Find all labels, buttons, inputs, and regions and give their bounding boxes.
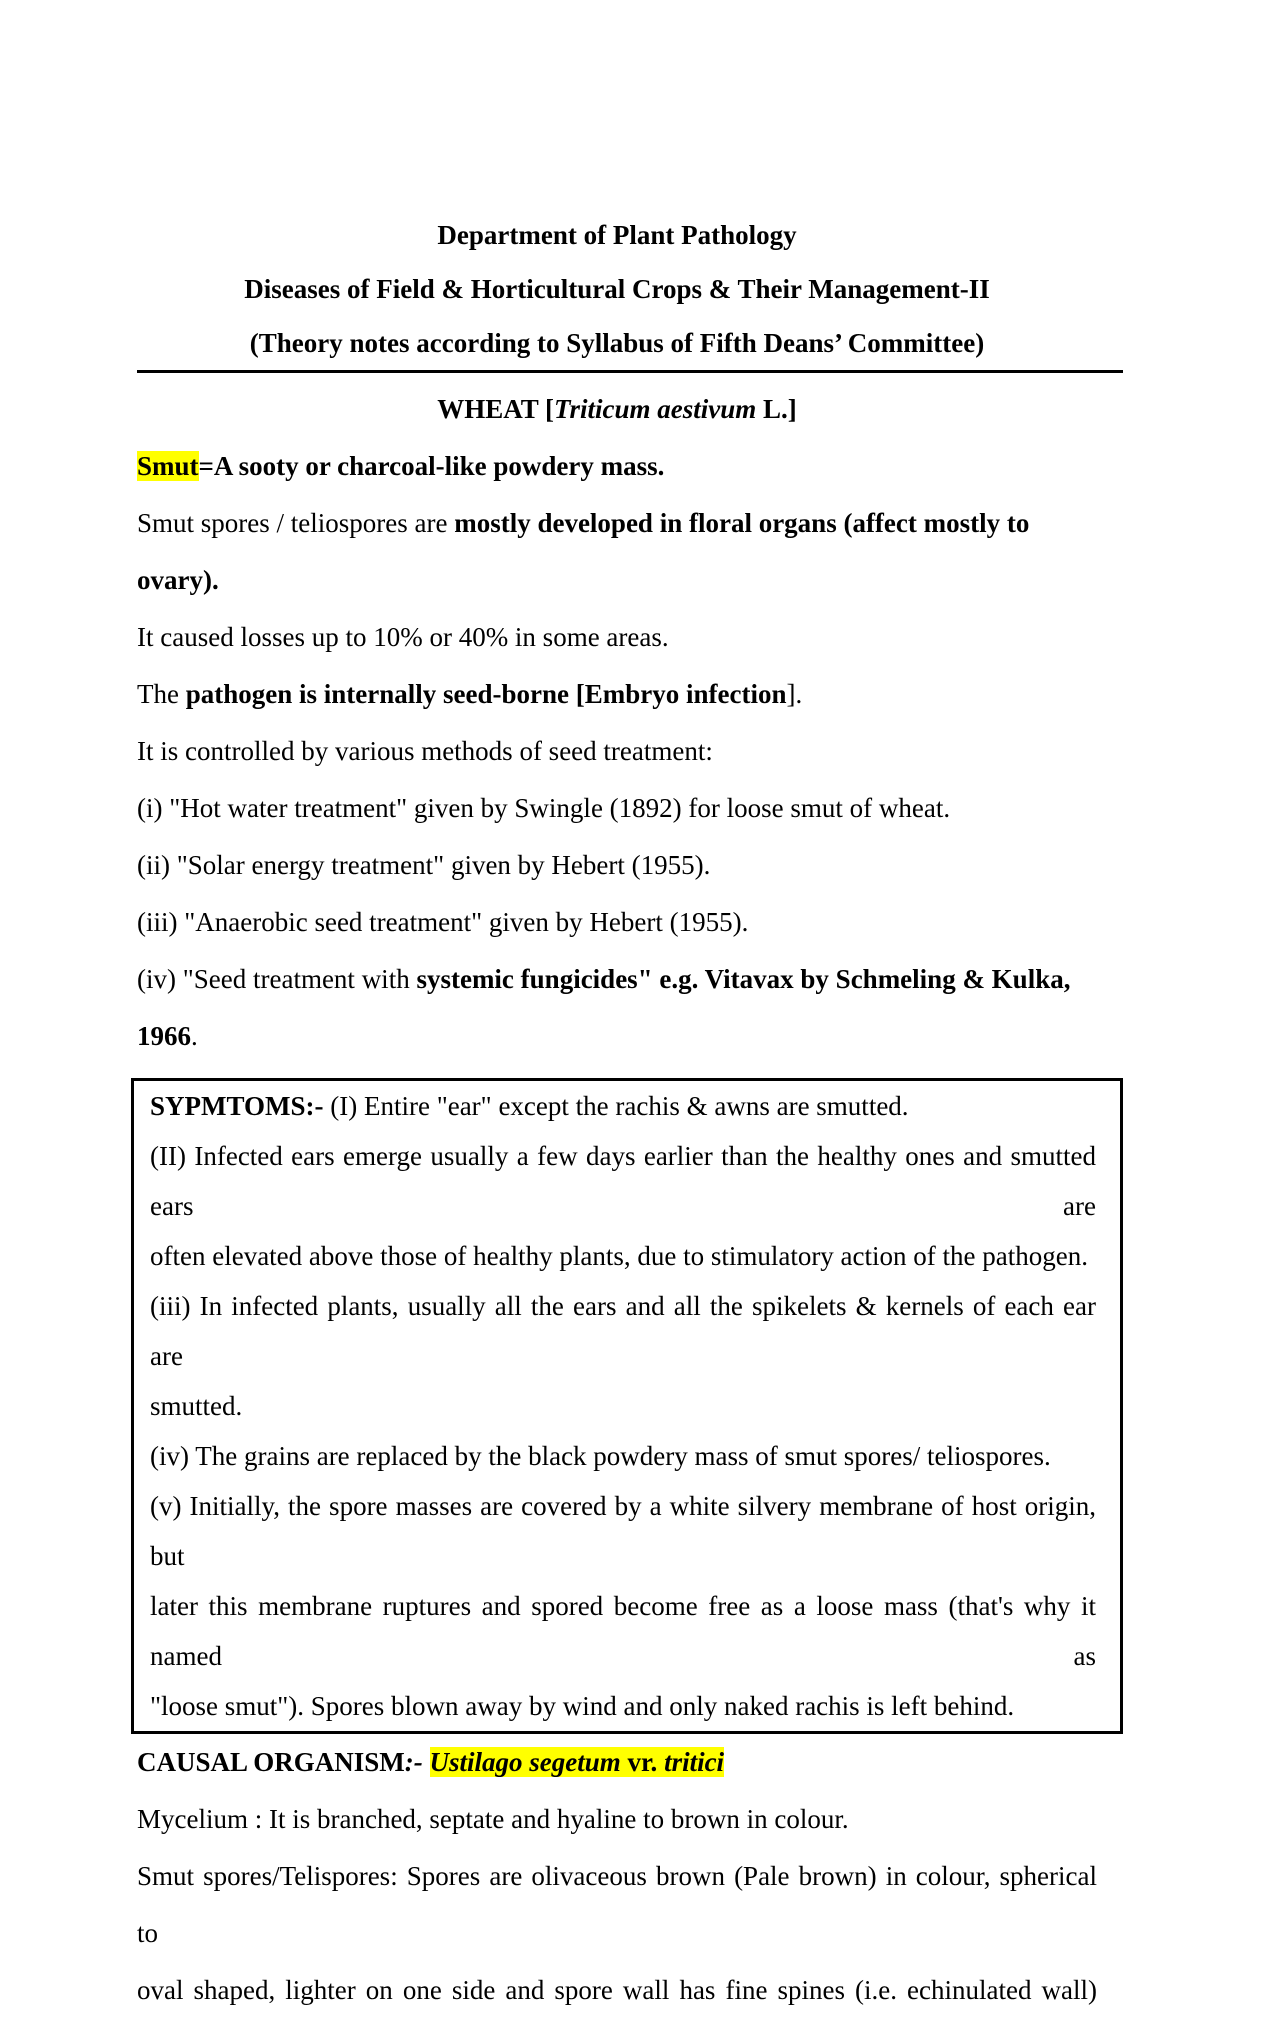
text-run: It caused losses up to 10% or 40% in some areas. (137, 622, 669, 652)
para-losses (137, 609, 1097, 666)
text-run: "loose smut"). Spores blown away by wind and only naked rachis is left behind. (150, 1691, 1015, 1721)
text-run: (iv) "Seed treatment with (137, 964, 417, 994)
symptoms-line-1 (150, 1081, 1096, 1131)
highlighted-text: vr. (620, 1747, 665, 1777)
text-run: . (191, 1021, 198, 1051)
para-control-methods (137, 723, 1097, 780)
text-run: The (137, 679, 186, 709)
para-method-anaerobic (137, 894, 1097, 951)
text-run: (iii) In infected plants, usually all the ears and all the spikelets & kernels of each ear are (150, 1291, 1096, 1371)
title-line-3: (Theory notes according to Syllabus of Fifth Deans’ Committee) (249, 328, 985, 358)
para-smut-spores (137, 495, 1097, 609)
para-smut-definition (137, 438, 1097, 495)
text-run: (i) "Hot water treatment" given by Swingle (1892) for loose smut of wheat. (137, 793, 951, 823)
symptoms-line-7 (150, 1481, 1096, 1581)
symptoms-line-4 (150, 1281, 1096, 1381)
para-method-solar (137, 837, 1097, 894)
text-run: mostly developed in floral organs (affect mostly to ovary). (137, 508, 1030, 595)
highlighted-text: Ustilago segetum (429, 1747, 621, 1777)
text-run: SYPMTOMS:- (150, 1091, 331, 1121)
text-run: smutted. (150, 1391, 243, 1421)
symptoms-line-2 (150, 1131, 1096, 1231)
title-line-1: Department of Plant Pathology (437, 220, 797, 250)
highlighted-text: tritici (664, 1747, 725, 1777)
symptoms-line-8 (150, 1581, 1096, 1681)
text-run: (v) Initially, the spore masses are covered by a white silvery membrane of host origin, but (150, 1491, 1096, 1571)
text-run: often elevated above those of healthy plants, due to stimulatory action of the pathogen. (150, 1241, 1088, 1271)
smut-spores-paragraph (137, 1848, 1097, 2019)
causal-organism-line (137, 1734, 1097, 1791)
text-run: (ii) "Solar energy treatment" given by Hebert (1955). (137, 850, 711, 880)
text-run: Triticum aestivum (554, 394, 757, 424)
text-run: later this membrane ruptures and spored become free as a loose mass (that's why it named as (150, 1591, 1096, 1671)
text-run: L.] (756, 394, 797, 424)
symptoms-line-5 (150, 1381, 1096, 1431)
text-run: oval shaped, lighter on one side and spore wall has fine spines (i.e. echinulated wall) (137, 1975, 1097, 2005)
para-method-fungicides (137, 951, 1097, 1065)
title-line-2: Diseases of Field & Horticultural Crops & Their Management-II (244, 274, 990, 304)
text-run: WHEAT [ (437, 394, 555, 424)
text-run: =A sooty or charcoal-like powdery mass. (198, 451, 665, 481)
text-run: systemic fungicides" e.g. Vitavax by Schmeling & Kulka, 1966 (137, 964, 1071, 1051)
highlighted-text: Smut (137, 451, 199, 481)
text-run: Smut spores/Telispores: Spores are olivaceous brown (Pale brown) in colour, spherical to (137, 1861, 1097, 1948)
text-run: (I) Entire "ear" except the rachis & awns are smutted. (330, 1091, 909, 1121)
symptoms-line-3 (150, 1231, 1096, 1281)
wheat-heading (137, 381, 1097, 438)
text-run: (II) Infected ears emerge usually a few days earlier than the healthy ones and smutted ears are (150, 1141, 1096, 1221)
text-run: (iii) "Anaerobic seed treatment" given by Hebert (1955). (137, 907, 749, 937)
text-run: Mycelium : It is branched, septate and hyaline to brown in colour. (137, 1804, 849, 1834)
symptoms-line-6 (150, 1431, 1096, 1481)
text-run: CAUSAL ORGANISM (137, 1747, 405, 1777)
para-seed-borne (137, 666, 1097, 723)
smut-spores-line-1 (137, 1848, 1097, 1962)
text-run: pathogen is internally seed-borne [Embryo infection (185, 679, 787, 709)
text-run: Smut spores / teliospores are (137, 508, 455, 538)
mycelium-line (137, 1791, 1097, 1848)
smut-spores-line-2 (137, 1962, 1097, 2019)
text-run: It is controlled by various methods of seed treatment: (137, 736, 713, 766)
symptoms-box (131, 1078, 1123, 1734)
symptoms-line-9 (150, 1681, 1096, 1731)
text-run: (iv) The grains are replaced by the black powdery mass of smut spores/ teliospores. (150, 1441, 1051, 1471)
text-run: :- (404, 1747, 430, 1777)
text-run: ]. (786, 679, 803, 709)
document-header (137, 208, 1123, 373)
para-method-hot-water (137, 780, 1097, 837)
